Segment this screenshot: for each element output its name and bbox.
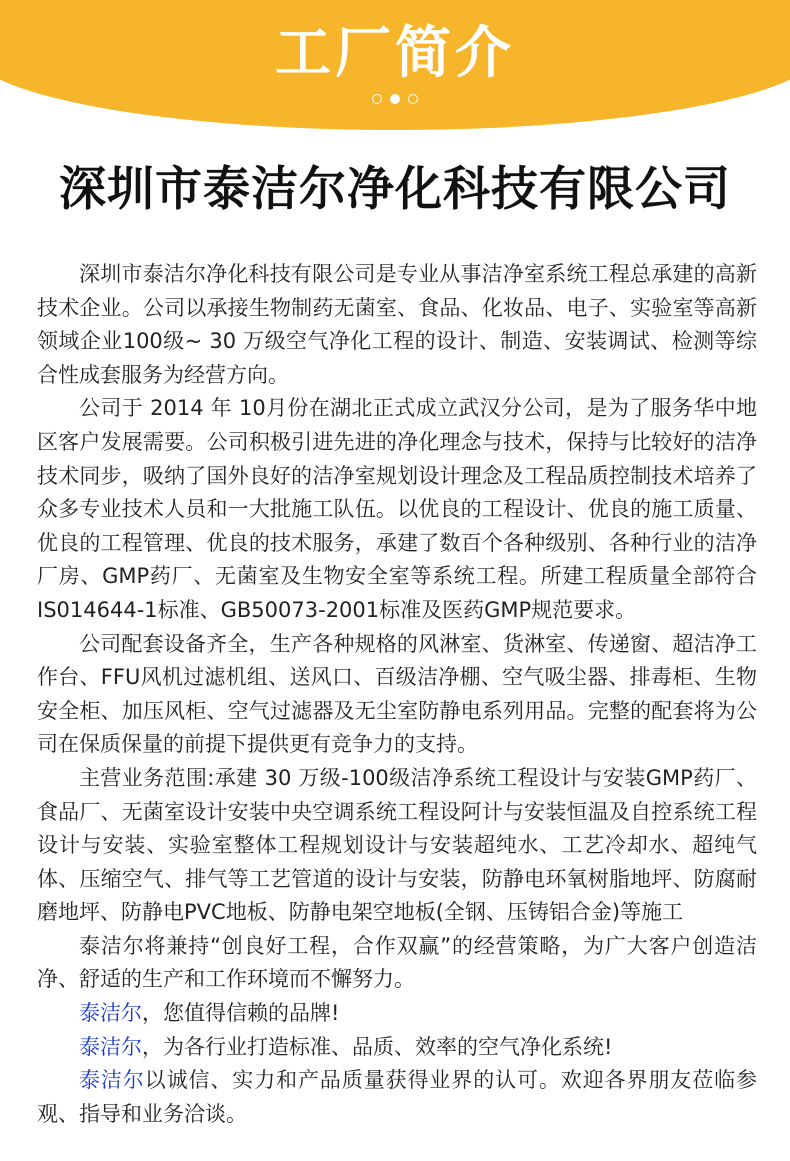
- slogan-line: [37, 1064, 757, 1131]
- carousel-dot[interactable]: [408, 94, 418, 104]
- company-intro: [37, 258, 757, 1131]
- intro-paragraph: 深圳市泰洁尔净化科技有限公司是专业从事洁净室系统工程总承建的高新技术企业。公司以承接生物制药无菌室、食品、化妆品、电子、实验室等高新领域企业100级~ 30 万级空气净化工程的设计、制造、安装调试、检测等综合性成套服务为经营方向。: [37, 262, 757, 387]
- brand-name: 泰洁尔: [79, 1001, 142, 1026]
- slogan-text: ，您值得信赖的品牌!: [142, 1001, 340, 1026]
- slogan-text: 以诚信、实力和产品质量获得业界的认可。欢迎各界朋友莅临参观、指导和业务洽谈。: [37, 1068, 758, 1126]
- slogan-line: [37, 1031, 757, 1065]
- brand-name: 泰洁尔: [79, 1034, 142, 1059]
- company-name: 深圳市泰洁尔净化科技有限公司: [59, 162, 731, 217]
- intro-paragraph: 泰洁尔将兼持“创良好工程，合作双赢”的经营策略，为广大客户创造洁净、舒适的生产和工作环境而不懈努力。: [37, 933, 757, 992]
- brand-name: 泰洁尔: [79, 1068, 145, 1093]
- intro-paragraph: 公司于 2014 年 10月份在湖北正式成立武汉分公司，是为了服务华中地区客户发展需要。公司积极引进先进的净化理念与技术，保持与比较好的洁净技术同步，吸纳了国外良好的洁净室规划设计理念及工程品质控制技术培养了众多专业技术人员和一大批施工队伍。以优良的工程设计、优良的施工质量、优良的工程管理、优良的技术服务，承建了数百个各种级别、各种行业的洁净厂房、GMP药厂、无菌室及生物安全室等系统工程。所建工程质量全部符合IS014644-1标准、GB50073-2001标准及医药GMP规范要求。: [37, 396, 757, 622]
- intro-paragraph: 公司配套设备齐全，生产各种规格的风淋室、货淋室、传递窗、超洁净工作台、FFU风机过滤机组、送风口、百级洁净棚、空气吸尘器、排毒柜、生物安全柜、加压风柜、空气过滤器及无尘室防静电系列用品。完整的配套将为公司在保质保量的前提下提供更有竞争力的支持。: [37, 631, 757, 757]
- slogan-text: ，为各行业打造标准、品质、效率的空气净化系统!: [142, 1034, 613, 1059]
- carousel-dot[interactable]: [372, 94, 382, 104]
- carousel-dot-active[interactable]: [390, 94, 400, 104]
- carousel-dots: [0, 94, 790, 104]
- banner-title: 工厂简介: [275, 21, 515, 86]
- slogan-line: [37, 997, 757, 1031]
- intro-paragraph: 主营业务范围:承建 30 万级-100级洁净系统工程设计与安装GMP药厂、食品厂、无菌室设计安装中央空调系统工程设阿计与安装恒温及自控系统工程设计与安装、实验室整体工程规划设计与安装超纯水、工艺冷却水、超纯气体、压缩空气、排气等工艺管道的设计与安装，防静电环氧树脂地坪、防腐耐磨地坪、防静电PVC地板、防静电架空地板(全钢、压铸铝合金)等施工: [37, 765, 757, 925]
